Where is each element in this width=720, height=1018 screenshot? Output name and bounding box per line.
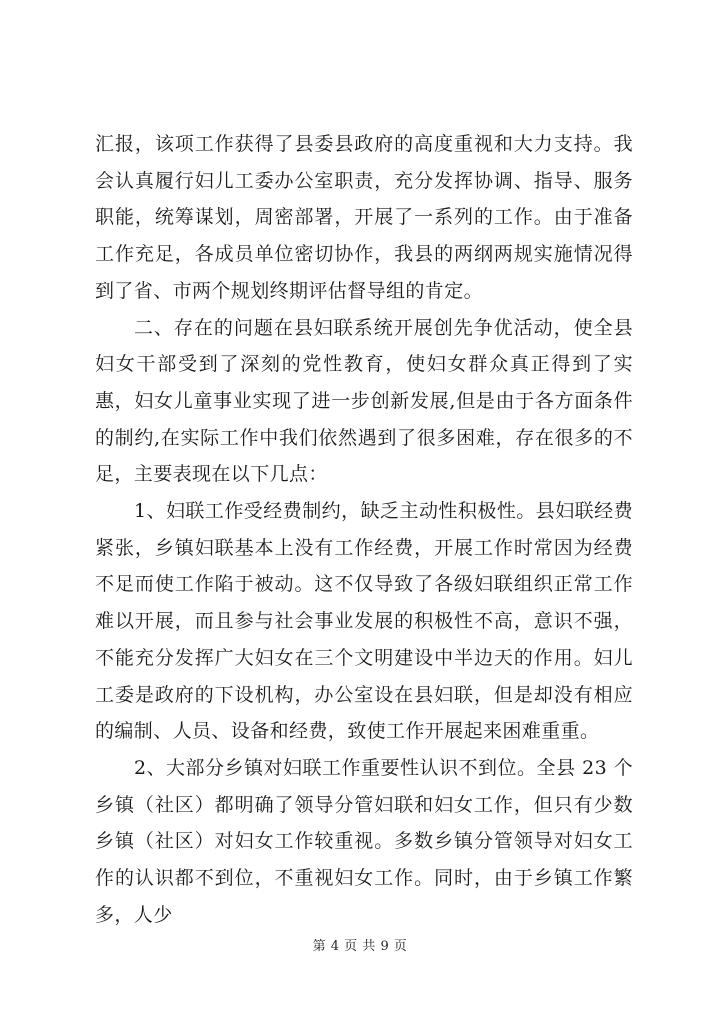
paragraph-township-awareness: 2、大部分乡镇对妇联工作重要性认识不到位。全县 23 个乡镇（社区）都明确了领导分管妇联和妇女工作，但只有少数乡镇（社区）对妇女工作较重视。多数乡镇分管领导对妇女工作的认识都不到位，不重视妇女工作。同时，由于乡镇工作繁多，人少	[95, 756, 633, 926]
page-footer: 第 4 页 共 9 页	[312, 939, 408, 954]
paragraph-report-continuation: 汇报，该项工作获得了县委县政府的高度重视和大力支持。我会认真履行妇儿工委办公室职责，充分发挥协调、指导、服务职能，统筹谋划，周密部署，开展了一系列的工作。由于准备工作充足，各成员单位密切协作，我县的两纲两规实施情况得到了省、市两个规划终期评估督导组的肯定。	[95, 133, 633, 302]
paragraph-existing-problems: 二、存在的问题在县妇联系统开展创先争优活动，使全县妇女干部受到了深刻的党性教育，使妇女群众真正得到了实惠，妇女儿童事业实现了进一步创新发展,但是由于各方面条件的制约,在实际工作中我们依然遇到了很多困难，存在很多的不足，主要表现在以下几点：	[95, 316, 633, 486]
paragraph-funding-constraint: 1、妇联工作受经费制约，缺乏主动性积极性。县妇联经费紧张，乡镇妇联基本上没有工作经费，开展工作时常因为经费不足而使工作陷于被动。这不仅导致了各级妇联组织正常工作难以开展，而且参与社会事业发展的积极性不高，意识不强，不能充分发挥广大妇女在三个文明建设中半边天的作用。妇儿工委是政府的下设机构，办公室设在县妇联，但是却没有相应的编制、人员、设备和经费，致使工作开展起来困难重重。	[95, 500, 633, 743]
document-body	[95, 126, 633, 933]
